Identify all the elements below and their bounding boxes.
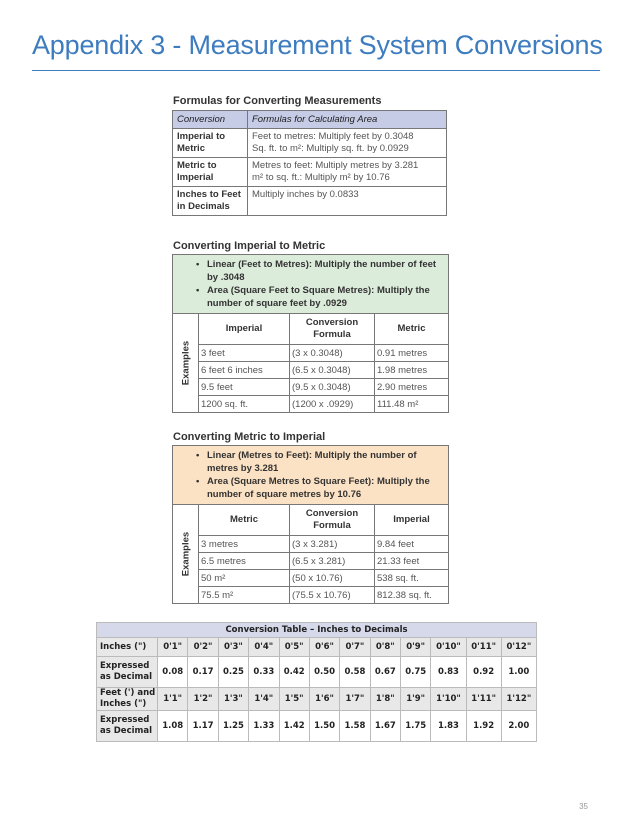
table-cell: 2.00	[501, 711, 536, 742]
cell: 75.5 m²	[201, 589, 234, 601]
table-cell: 0'11"	[466, 638, 501, 657]
row-label: Imperial to Metric	[173, 129, 248, 158]
table-cell: 1.50	[309, 711, 339, 742]
cell: (50 x 10.76)	[290, 570, 375, 587]
cell: (3 x 3.281)	[290, 536, 375, 553]
col-header: Metric	[375, 314, 449, 345]
cell: (6.5 x 3.281)	[290, 553, 375, 570]
metric-to-imperial-box	[172, 445, 449, 604]
formulas-heading: Formulas for Converting Measurements	[173, 95, 382, 107]
table-cell: 0'1"	[158, 638, 188, 657]
table-cell: 1.08	[158, 711, 188, 742]
table-cell: 1'6"	[309, 688, 339, 711]
formula-line: m² to sq. ft.: Multiply m² by 10.76	[252, 172, 390, 183]
table-cell: 1'5"	[279, 688, 309, 711]
table-row	[199, 379, 448, 396]
table-cell: 1'3"	[218, 688, 248, 711]
col-header: Conversion Formula	[290, 314, 375, 345]
table-row	[173, 187, 447, 216]
cell: (9.5 x 0.3048)	[290, 379, 375, 396]
cell: 1200 sq. ft.	[201, 398, 249, 410]
table-cell: 0.08	[158, 657, 188, 688]
table-cell: 1'7"	[340, 688, 370, 711]
table-cell: 1.25	[218, 711, 248, 742]
table-cell: 0.25	[218, 657, 248, 688]
formula-line: Metres to feet: Multiply metres by 3.281	[252, 160, 419, 171]
conversion-note	[173, 255, 448, 314]
cell: (6.5 x 0.3048)	[290, 362, 375, 379]
table-cell: 1'11"	[466, 688, 501, 711]
cell: 9.84 feet	[375, 536, 449, 553]
row-label: Inches (")	[97, 638, 158, 657]
formulas-col-area: Formulas for Calculating Area	[248, 111, 447, 129]
table-cell: 1.83	[431, 711, 466, 742]
table-cell: 0'3"	[218, 638, 248, 657]
table-cell: 0'12"	[501, 638, 536, 657]
note-bullet: • Linear (Feet to Metres): Multiply the number of feet by .3048	[195, 258, 444, 284]
row-label: Feet (') and Inches (")	[97, 688, 158, 711]
table-cell: 0.75	[401, 657, 431, 688]
table-cell: 1.33	[249, 711, 279, 742]
cell: 3 feet	[199, 345, 290, 362]
table-row	[199, 570, 448, 587]
table-cell: 0.17	[188, 657, 218, 688]
col-header: Imperial	[375, 505, 449, 536]
row-formula	[248, 129, 447, 158]
cell: 2.90 metres	[375, 379, 449, 396]
imperial-to-metric-box	[172, 254, 449, 413]
table-cell: 1'4"	[249, 688, 279, 711]
formula-line: Multiply inches by 0.0833	[252, 189, 359, 200]
cell: 6 feet 6 inches	[199, 362, 290, 379]
table-cell: 0.50	[309, 657, 339, 688]
table-caption: Conversion Table – Inches to Decimals	[97, 623, 537, 638]
formula-line: Sq. ft. to m²: Multiply sq. ft. by 0.0929	[252, 143, 409, 154]
table-cell: 0.83	[431, 657, 466, 688]
row-formula	[248, 187, 447, 216]
cell: 538 sq. ft.	[375, 570, 449, 587]
col-header: Metric	[199, 505, 290, 536]
table-cell: 1.67	[370, 711, 400, 742]
page-number: 35	[579, 802, 588, 811]
imperial-to-metric-heading: Converting Imperial to Metric	[173, 240, 326, 252]
cell: 9.5 feet	[199, 379, 290, 396]
table-cell: 1.00	[501, 657, 536, 688]
table-cell: 0'9"	[401, 638, 431, 657]
examples-side-label: Examples	[173, 505, 199, 603]
table-cell: 0'2"	[188, 638, 218, 657]
cell: 6.5 metres	[199, 553, 290, 570]
note-bullet: • Linear (Metres to Feet): Multiply the number of metres by 3.281	[195, 449, 444, 475]
table-cell: 0.33	[249, 657, 279, 688]
table-row	[199, 396, 448, 413]
row-label: Inches to Feet in Decimals	[173, 187, 248, 216]
formulas-table	[172, 110, 447, 216]
table-cell: 0.42	[279, 657, 309, 688]
examples-table	[199, 314, 448, 412]
metric-to-imperial-heading: Converting Metric to Imperial	[173, 431, 326, 443]
examples-side-label: Examples	[173, 314, 199, 412]
table-row	[173, 129, 447, 158]
row-label: Metric to Imperial	[173, 158, 248, 187]
table-cell: 1'9"	[401, 688, 431, 711]
row-label: Expressed as Decimal	[97, 657, 158, 688]
table-cell: 1.17	[188, 711, 218, 742]
table-row	[173, 158, 447, 187]
table-cell: 0'4"	[249, 638, 279, 657]
cell: 812.38 sq. ft.	[375, 587, 449, 604]
table-cell: 1.42	[279, 711, 309, 742]
title-divider	[32, 70, 600, 71]
table-cell: 0.58	[340, 657, 370, 688]
inches-to-decimals-table	[96, 622, 537, 742]
cell: (75.5 x 10.76)	[290, 587, 375, 604]
table-row	[199, 362, 448, 379]
row-formula	[248, 158, 447, 187]
table-cell: 1.75	[401, 711, 431, 742]
table-cell: 0'5"	[279, 638, 309, 657]
row-label: Expressed as Decimal	[97, 711, 158, 742]
table-cell: 1'2"	[188, 688, 218, 711]
cell: 111.48 m²	[375, 396, 449, 413]
table-cell: 1'12"	[501, 688, 536, 711]
col-header: Imperial	[199, 314, 290, 345]
cell: 0.91 metres	[375, 345, 449, 362]
cell: 1.98 metres	[375, 362, 449, 379]
table-cell: 1'10"	[431, 688, 466, 711]
table-row	[199, 536, 448, 553]
note-bullet: • Area (Square Feet to Square Metres): Multiply the number of square feet by .0929	[195, 284, 444, 310]
table-row	[199, 587, 448, 604]
table-row	[199, 345, 448, 362]
note-bullet: • Area (Square Metres to Square Feet): Multiply the number of square metres by 10.76	[195, 475, 444, 501]
table-cell: 0'7"	[340, 638, 370, 657]
formulas-col-conversion: Conversion	[173, 111, 248, 129]
table-cell: 1'8"	[370, 688, 400, 711]
table-cell: 0'6"	[309, 638, 339, 657]
cell: 50 m²	[199, 570, 290, 587]
examples-table	[199, 505, 448, 603]
table-cell: 1'1"	[158, 688, 188, 711]
table-cell: 0.67	[370, 657, 400, 688]
col-header: Conversion Formula	[290, 505, 375, 536]
table-cell: 0.92	[466, 657, 501, 688]
cell: (3 x 0.3048)	[290, 345, 375, 362]
conversion-note	[173, 446, 448, 505]
table-cell: 0'10"	[431, 638, 466, 657]
table-cell: 1.58	[340, 711, 370, 742]
page-title: Appendix 3 - Measurement System Conversions	[32, 30, 603, 60]
cell: 3 metres	[199, 536, 290, 553]
table-row	[199, 553, 448, 570]
table-cell: 0'8"	[370, 638, 400, 657]
table-cell: 1.92	[466, 711, 501, 742]
cell: (1200 x .0929)	[290, 396, 375, 413]
cell: 21.33 feet	[375, 553, 449, 570]
formula-line: Feet to metres: Multiply feet by 0.3048	[252, 131, 414, 142]
